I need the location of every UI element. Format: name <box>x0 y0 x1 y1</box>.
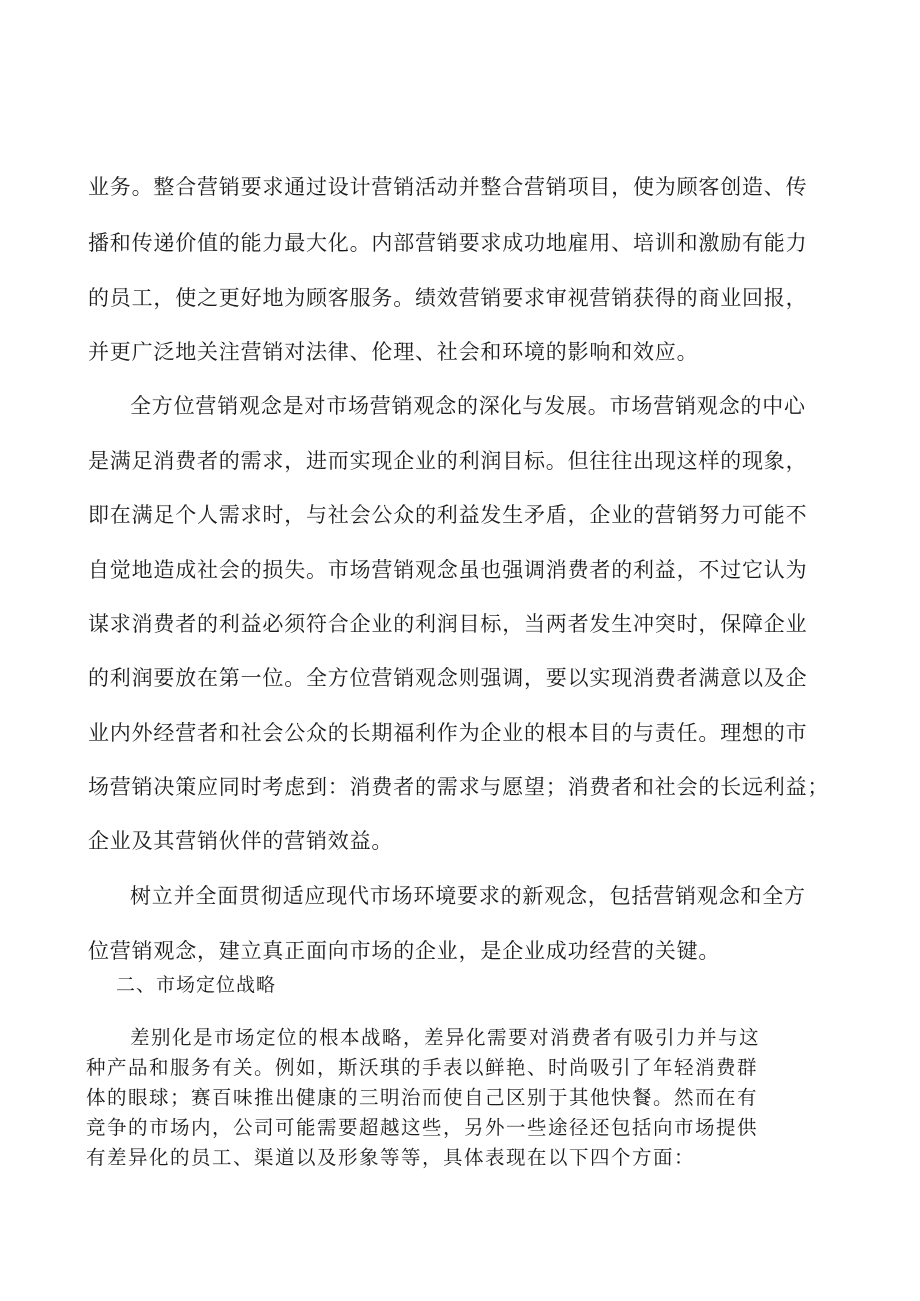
paragraph-line: 位营销观念，建立真正面向市场的企业，是企业成功经营的关键。 <box>88 939 721 963</box>
paragraph-line: 的利润要放在第一位。全方位营销观念则强调，要以实现消费者满意以及企 <box>88 666 808 690</box>
paragraph-line: 谋求消费者的利益必须符合企业的利润目标，当两者发生冲突时，保障企业 <box>88 612 808 636</box>
paragraph-line: 种产品和服务有关。例如，斯沃琪的手表以鲜艳、时尚吸引了年轻消费群 <box>86 1056 759 1079</box>
paragraph-line: 是满足消费者的需求，进而实现企业的利润目标。但往往出现这样的现象， <box>88 449 808 473</box>
paragraph-line: 播和传递价值的能力最大化。内部营销要求成功地雇用、培训和激励有能力 <box>88 231 808 255</box>
paragraph-line: 并更广泛地关注营销对法律、伦理、社会和环境的影响和效应。 <box>88 340 699 364</box>
paragraph-line: 体的眼球；赛百味推出健康的三明治而使自己区别于其他快餐。然而在有 <box>86 1086 759 1109</box>
paragraph-line: 差别化是市场定位的根本战略，差异化需要对消费者有吸引力并与这 <box>130 1026 761 1049</box>
paragraph-line: 有差异化的员工、渠道以及形象等等，具体表现在以下四个方面： <box>86 1146 696 1169</box>
paragraph-line: 竞争的市场内，公司可能需要超越这些，另外一些途径还包括向市场提供 <box>86 1116 759 1139</box>
paragraph-line: 全方位营销观念是对市场营销观念的深化与发展。市场营销观念的中心 <box>130 394 806 418</box>
paragraph-line: 企业及其营销伙伴的营销效益。 <box>88 829 394 853</box>
paragraph-line: 业务。整合营销要求通过设计营销活动并整合营销项目，使为顾客创造、传 <box>88 175 808 199</box>
section-heading: 二、市场定位战略 <box>116 974 277 996</box>
paragraph-line: 即在满足个人需求时，与社会公众的利益发生矛盾，企业的营销努力可能不 <box>88 503 808 527</box>
paragraph-line: 业内外经营者和社会公众的长期福利作为企业的根本目的与责任。理想的市 <box>88 721 808 745</box>
paragraph-line: 的员工，使之更好地为顾客服务。绩效营销要求审视营销获得的商业回报， <box>88 286 808 310</box>
paragraph-line: 自觉地造成社会的损失。市场营销观念虽也强调消费者的利益，不过它认为 <box>88 558 808 582</box>
paragraph-line: 场营销决策应同时考虑到：消费者的需求与愿望；消费者和社会的长远利益； <box>88 775 830 799</box>
paragraph-line: 树立并全面贯彻适应现代市场环境要求的新观念，包括营销观念和全方 <box>130 884 806 908</box>
